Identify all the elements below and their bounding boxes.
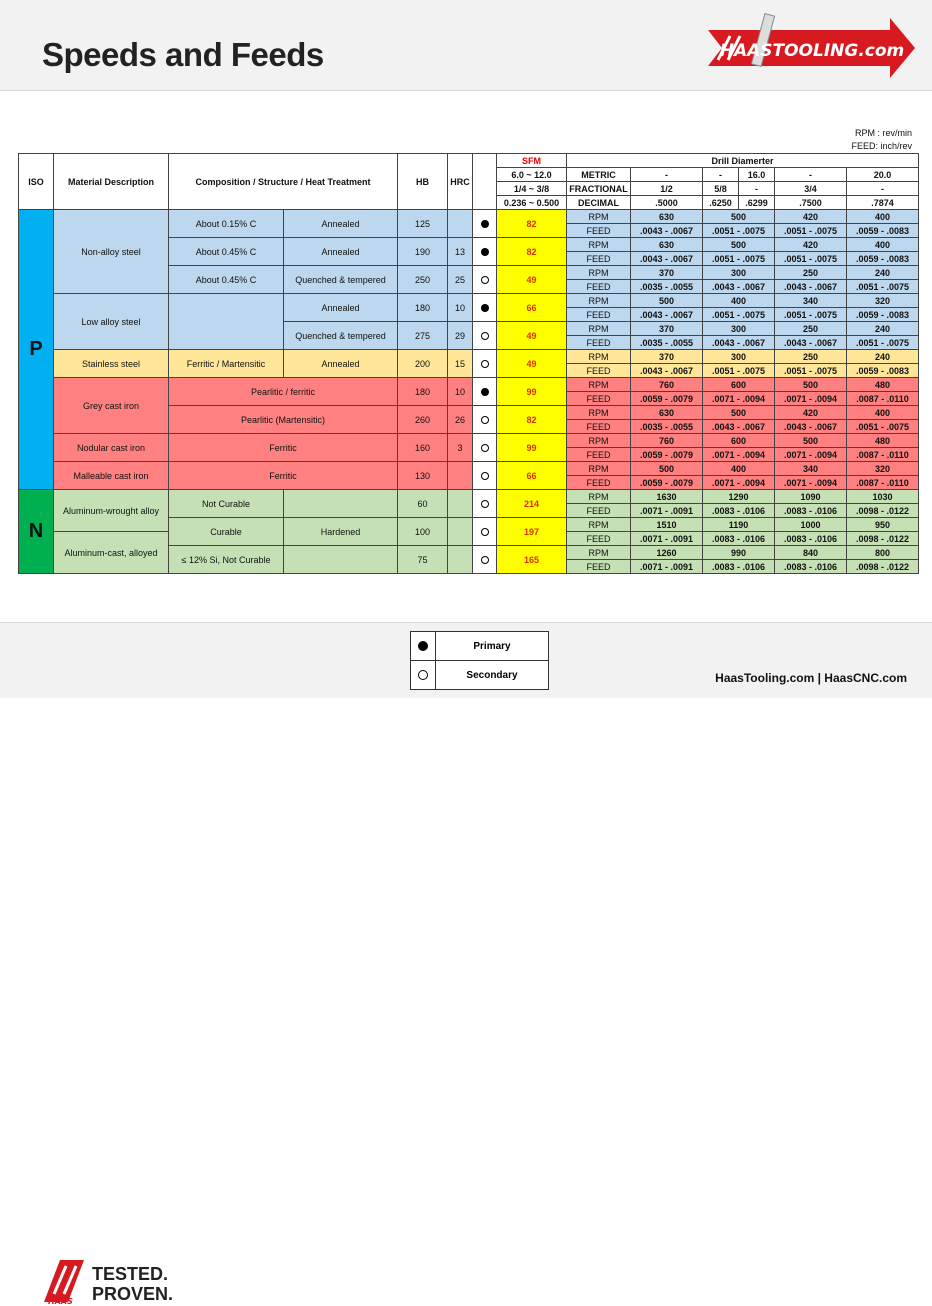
feed-value: .0071 - .0091 [631,504,703,518]
table-row [19,434,919,448]
sfm-cell: 165 [497,546,567,574]
feed-value: .0043 - .0067 [703,420,775,434]
composition-cell: Not Curable [169,490,284,518]
hrc-cell: 15 [448,350,473,378]
feed-value: .0051 - .0075 [775,252,847,266]
primary-dot-icon [481,304,489,312]
hrc-cell [448,518,473,546]
symbol-cell [473,462,497,490]
rpm-value: 1290 [703,490,775,504]
composition-cell: Pearlitic / ferritic [169,378,398,406]
secondary-circle-icon [481,416,489,424]
rpm-value: 400 [847,210,919,224]
feed-label: FEED [567,364,631,378]
table-row [19,294,919,308]
primary-dot-icon [418,641,428,651]
heat-treatment-cell: Annealed [284,350,398,378]
hrc-cell: 10 [448,378,473,406]
composition-cell: About 0.15% C [169,210,284,238]
sfm-cell: 66 [497,462,567,490]
rpm-value: 1190 [703,518,775,532]
rpm-value: 500 [631,462,703,476]
material-cell: Grey cast iron [54,378,169,434]
metric-label: METRIC [567,168,631,182]
feed-value: .0051 - .0075 [703,364,775,378]
heat-treatment-cell: Quenched & tempered [284,322,398,350]
units-rpm: RPM : rev/min [854,128,912,138]
feed-value: .0071 - .0091 [631,560,703,574]
heat-treatment-cell: Quenched & tempered [284,266,398,294]
feed-value: .0043 - .0067 [703,280,775,294]
feed-value: .0083 - .0106 [703,532,775,546]
feed-value: .0083 - .0106 [775,532,847,546]
feed-value: .0043 - .0067 [775,336,847,350]
heat-treatment-cell [284,490,398,518]
primary-dot-icon [481,388,489,396]
sfm-cell: 99 [497,378,567,406]
rpm-label: RPM [567,434,631,448]
feed-value: .0071 - .0094 [775,476,847,490]
feed-value: .0059 - .0079 [631,476,703,490]
rpm-value: 600 [703,434,775,448]
haas-tooling-logo[interactable] [700,10,920,85]
speeds-feeds-table [18,153,919,574]
page-header [0,0,932,91]
hb-cell: 160 [398,434,448,462]
hb-header: HB [398,154,448,210]
feed-value: .0087 - .0110 [847,392,919,406]
rpm-value: 300 [703,266,775,280]
rpm-value: 760 [631,378,703,392]
primary-dot-icon [481,220,489,228]
sfm-cell: 197 [497,518,567,546]
feed-value: .0071 - .0091 [631,532,703,546]
rpm-value: 1260 [631,546,703,560]
feed-label: FEED [567,392,631,406]
fractional-value: - [847,182,919,196]
rpm-value: 1090 [775,490,847,504]
composition-cell [169,294,284,350]
rpm-label: RPM [567,546,631,560]
rpm-label: RPM [567,406,631,420]
hb-cell: 180 [398,294,448,322]
secondary-circle-icon [481,332,489,340]
rpm-value: 240 [847,322,919,336]
hb-cell: 75 [398,546,448,574]
page-title: Speeds and Feeds [42,36,324,73]
feed-label: FEED [567,224,631,238]
feed-value: .0083 - .0106 [703,560,775,574]
rpm-value: 250 [775,350,847,364]
iso-header: ISO [19,154,54,210]
feed-value: .0051 - .0075 [847,336,919,350]
rpm-value: 250 [775,266,847,280]
feed-label: FEED [567,532,631,546]
rpm-value: 1030 [847,490,919,504]
rpm-value: 500 [631,294,703,308]
secondary-circle-icon [481,444,489,452]
metric-value: - [775,168,847,182]
feed-value: .0059 - .0083 [847,308,919,322]
hrc-cell: 13 [448,238,473,266]
rpm-label: RPM [567,210,631,224]
material-cell: Malleable cast iron [54,462,169,490]
feed-value: .0071 - .0094 [775,448,847,462]
rpm-label: RPM [567,238,631,252]
hb-cell: 125 [398,210,448,238]
feed-value: .0059 - .0079 [631,392,703,406]
rpm-value: 300 [703,322,775,336]
metric-value: - [631,168,703,182]
fractional-value: - [739,182,775,196]
metric-value: 16.0 [739,168,775,182]
feed-value: .0035 - .0055 [631,280,703,294]
units-feed: FEED: inch/rev [851,141,912,151]
feed-value: .0098 - .0122 [847,504,919,518]
hb-cell: 130 [398,462,448,490]
sfm-cell: 82 [497,238,567,266]
rpm-value: 500 [775,434,847,448]
heat-treatment-cell [284,546,398,574]
rpm-value: 630 [631,210,703,224]
rpm-value: 340 [775,462,847,476]
hb-cell: 200 [398,350,448,378]
feed-value: .0043 - .0067 [703,336,775,350]
feed-value: .0098 - .0122 [847,532,919,546]
composition-cell: ≤ 12% Si, Not Curable [169,546,284,574]
heat-treatment-cell: Annealed [284,210,398,238]
rpm-value: 1000 [775,518,847,532]
metric-value: 20.0 [847,168,919,182]
feed-value: .0059 - .0083 [847,364,919,378]
hb-cell: 260 [398,406,448,434]
symbol-cell [473,518,497,546]
hb-cell: 180 [398,378,448,406]
symbol-cell [473,406,497,434]
sfm-cell: 49 [497,350,567,378]
feed-label: FEED [567,336,631,350]
heat-treatment-cell: Hardened [284,518,398,546]
feed-value: .0051 - .0075 [775,224,847,238]
feed-value: .0071 - .0094 [703,392,775,406]
symbol-cell [473,350,497,378]
feed-value: .0035 - .0055 [631,420,703,434]
range-fractional: 1/4 ~ 3/8 [497,182,567,196]
iso-group-n: N [19,490,54,574]
feed-value: .0059 - .0083 [847,224,919,238]
secondary-circle-icon [481,360,489,368]
legend-secondary-symbol [411,661,436,690]
material-cell: Stainless steel [54,350,169,378]
material-cell: Nodular cast iron [54,434,169,462]
feed-label: FEED [567,476,631,490]
rpm-value: 990 [703,546,775,560]
feed-value: .0071 - .0094 [703,476,775,490]
rpm-value: 320 [847,294,919,308]
feed-label: FEED [567,448,631,462]
rpm-value: 370 [631,322,703,336]
feed-value: .0051 - .0075 [847,280,919,294]
sfm-cell: 49 [497,266,567,294]
feed-value: .0098 - .0122 [847,560,919,574]
rpm-label: RPM [567,462,631,476]
feed-value: .0043 - .0067 [631,364,703,378]
sfm-cell: 99 [497,434,567,462]
rpm-label: RPM [567,266,631,280]
feed-label: FEED [567,308,631,322]
rpm-value: 340 [775,294,847,308]
hb-cell: 190 [398,238,448,266]
footer-sites[interactable]: HaasTooling.com | HaasCNC.com [715,671,907,685]
composition-cell: Ferritic [169,462,398,490]
feed-value: .0051 - .0075 [775,308,847,322]
feed-value: .0071 - .0094 [703,448,775,462]
feed-value: .0035 - .0055 [631,336,703,350]
decimal-label: DECIMAL [567,196,631,210]
hrc-cell [448,462,473,490]
feed-value: .0051 - .0075 [847,420,919,434]
feed-value: .0051 - .0075 [703,252,775,266]
feed-value: .0059 - .0083 [847,252,919,266]
table-row [19,210,919,224]
symbol-cell [473,378,497,406]
rpm-label: RPM [567,294,631,308]
rpm-value: 630 [631,406,703,420]
feed-value: .0051 - .0075 [775,364,847,378]
feed-value: .0043 - .0067 [631,252,703,266]
range-decimal: 0.236 ~ 0.500 [497,196,567,210]
svg-text:HAAS: HAAS [48,1297,73,1306]
drill-diameter-header: Drill Diamerter [567,154,919,168]
rpm-label: RPM [567,518,631,532]
material-cell: Aluminum-cast, alloyed [54,532,169,574]
rpm-value: 400 [847,238,919,252]
metric-value: - [703,168,739,182]
secondary-circle-icon [418,670,428,680]
composition-cell: About 0.45% C [169,238,284,266]
composition-cell: About 0.45% C [169,266,284,294]
sfm-cell: 82 [497,406,567,434]
symbol-legend [410,631,549,690]
feed-value: .0059 - .0079 [631,448,703,462]
symbol-cell [473,322,497,350]
material-cell: Aluminum-wrought alloy [54,490,169,532]
primary-dot-icon [481,248,489,256]
rpm-value: 480 [847,434,919,448]
rpm-value: 500 [703,210,775,224]
rpm-value: 760 [631,434,703,448]
feed-label: FEED [567,504,631,518]
decimal-value: .7874 [847,196,919,210]
feed-value: .0051 - .0075 [703,308,775,322]
hb-cell: 250 [398,266,448,294]
material-header: Material Description [54,154,169,210]
rpm-label: RPM [567,322,631,336]
rpm-value: 420 [775,210,847,224]
sfm-cell: 49 [497,322,567,350]
symbol-cell [473,546,497,574]
sfm-cell: 82 [497,210,567,238]
hb-cell: 100 [398,518,448,546]
svg-text:TESTED.: TESTED. [92,1264,169,1284]
rpm-value: 400 [703,462,775,476]
symbol-cell [473,434,497,462]
rpm-value: 400 [703,294,775,308]
svg-text:HAASTOOLING.com: HAASTOOLING.com [719,41,905,61]
table-row [19,490,919,504]
secondary-circle-icon [481,472,489,480]
rpm-value: 630 [631,238,703,252]
composition-cell: Ferritic [169,434,398,462]
rpm-value: 300 [703,350,775,364]
feed-value: .0087 - .0110 [847,476,919,490]
table-row [19,462,919,476]
hrc-cell: 25 [448,266,473,294]
rpm-value: 400 [847,406,919,420]
feed-value: .0043 - .0067 [631,308,703,322]
feed-value: .0087 - .0110 [847,448,919,462]
iso-group-p: P [19,210,54,490]
rpm-value: 320 [847,462,919,476]
feed-label: FEED [567,560,631,574]
material-cell: Non-alloy steel [54,210,169,294]
hb-cell: 60 [398,490,448,518]
sfm-cell: 66 [497,294,567,322]
hrc-cell: 26 [448,406,473,434]
rpm-value: 1510 [631,518,703,532]
decimal-value: .7500 [775,196,847,210]
feed-value: .0043 - .0067 [775,280,847,294]
rpm-value: 950 [847,518,919,532]
rpm-value: 500 [703,406,775,420]
feed-value: .0043 - .0067 [631,224,703,238]
rpm-value: 420 [775,406,847,420]
secondary-circle-icon [481,556,489,564]
rpm-value: 370 [631,266,703,280]
feed-value: .0071 - .0094 [775,392,847,406]
feed-value: .0083 - .0106 [775,504,847,518]
hrc-cell: 3 [448,434,473,462]
legend-primary-label: Primary [436,632,549,661]
secondary-circle-icon [481,528,489,536]
symbol-cell [473,490,497,518]
decimal-value: .5000 [631,196,703,210]
legend-primary-symbol [411,632,436,661]
rpm-value: 500 [703,238,775,252]
feed-label: FEED [567,252,631,266]
haas-tested-proven-logo [40,1256,200,1306]
rpm-value: 800 [847,546,919,560]
hrc-cell [448,490,473,518]
rpm-label: RPM [567,350,631,364]
rpm-label: RPM [567,490,631,504]
hrc-header: HRC [448,154,473,210]
svg-text:PROVEN.: PROVEN. [92,1284,174,1304]
rpm-value: 370 [631,350,703,364]
composition-header: Composition / Structure / Heat Treatment [169,154,398,210]
feed-value: .0083 - .0106 [775,560,847,574]
rpm-value: 420 [775,238,847,252]
units-legend [851,127,912,153]
decimal-value: .6250 [703,196,739,210]
rpm-label: RPM [567,378,631,392]
symbol-header [473,154,497,210]
hrc-cell [448,210,473,238]
symbol-cell [473,294,497,322]
hb-cell: 275 [398,322,448,350]
rpm-value: 480 [847,378,919,392]
rpm-value: 240 [847,350,919,364]
rpm-value: 600 [703,378,775,392]
range-metric: 6.0 ~ 12.0 [497,168,567,182]
hrc-cell [448,546,473,574]
material-cell: Low alloy steel [54,294,169,350]
fractional-value: 1/2 [631,182,703,196]
composition-cell: Ferritic / Martensitic [169,350,284,378]
fractional-value: 3/4 [775,182,847,196]
feed-value: .0043 - .0067 [775,420,847,434]
rpm-value: 500 [775,378,847,392]
composition-cell: Curable [169,518,284,546]
heat-treatment-cell: Annealed [284,294,398,322]
fractional-value: 5/8 [703,182,739,196]
hrc-cell: 10 [448,294,473,322]
composition-cell: Pearlitic (Martensitic) [169,406,398,434]
decimal-value: .6299 [739,196,775,210]
rpm-value: 1630 [631,490,703,504]
table-row [19,378,919,392]
symbol-cell [473,210,497,238]
heat-treatment-cell: Annealed [284,238,398,266]
table-row [19,350,919,364]
rpm-value: 250 [775,322,847,336]
symbol-cell [473,238,497,266]
rpm-value: 240 [847,266,919,280]
rpm-value: 840 [775,546,847,560]
feed-label: FEED [567,420,631,434]
sfm-header: SFM [497,154,567,168]
secondary-circle-icon [481,500,489,508]
symbol-cell [473,266,497,294]
hrc-cell: 29 [448,322,473,350]
feed-value: .0083 - .0106 [703,504,775,518]
feed-label: FEED [567,280,631,294]
legend-secondary-label: Secondary [436,661,549,690]
feed-value: .0051 - .0075 [703,224,775,238]
secondary-circle-icon [481,276,489,284]
fractional-label: FRACTIONAL [567,182,631,196]
sfm-cell: 214 [497,490,567,518]
